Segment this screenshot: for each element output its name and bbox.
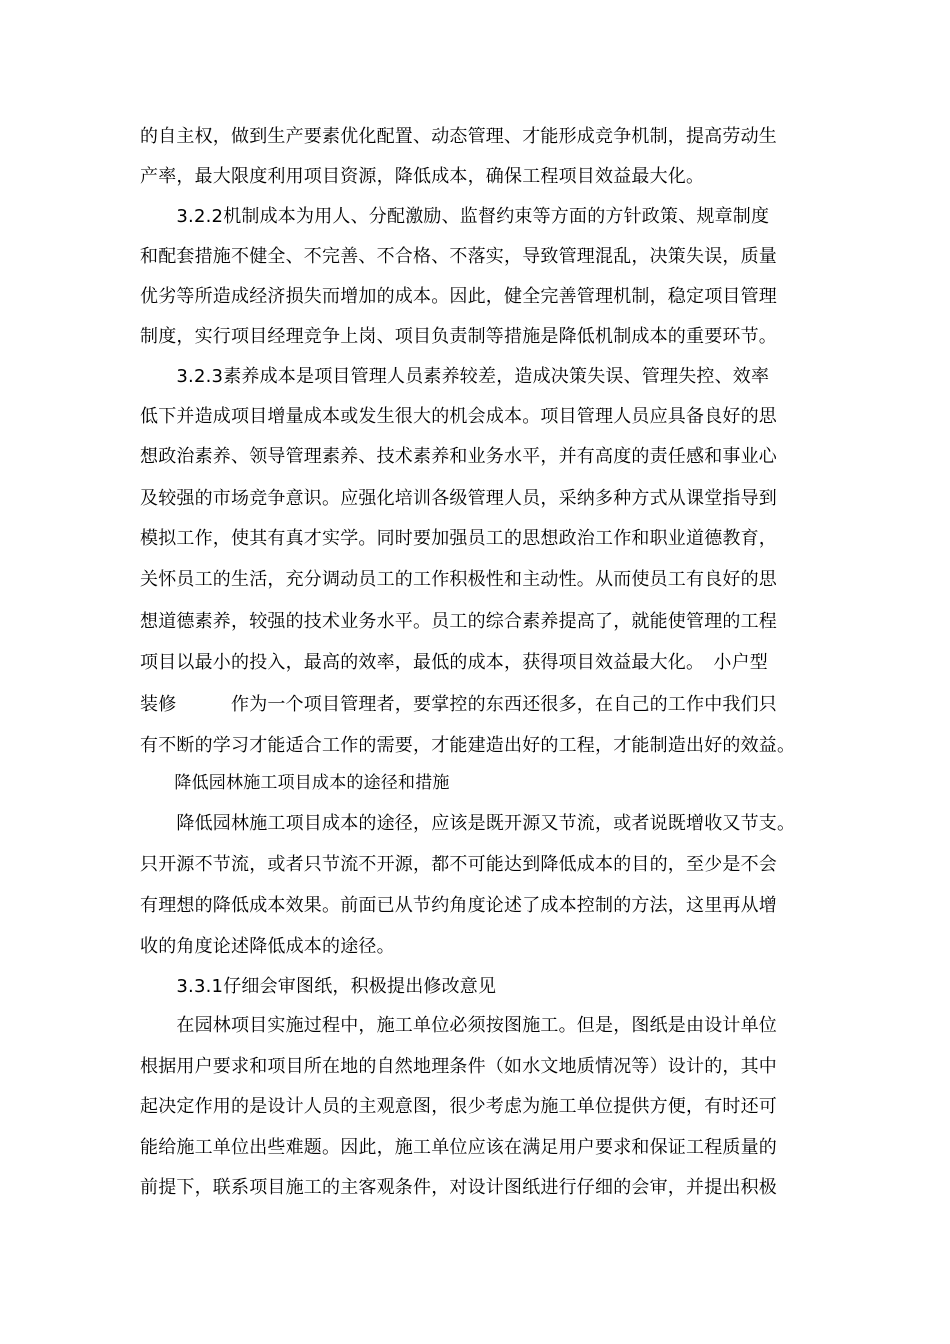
subsection-heading: 3.3.1仔细会审图纸，积极提出修改意见 bbox=[140, 976, 497, 997]
body-text-line: 优劣等所造成经济损失而增加的成本。因此，健全完善管理机制，稳定项目管理 bbox=[140, 286, 777, 307]
body-text-line: 想政治素养、领导管理素养、技术素养和业务水平，并有高度的责任感和事业心 bbox=[140, 446, 777, 467]
body-text-line: 根据用户要求和项目所在地的自然地理条件（如水文地质情况等）设计的，其中 bbox=[140, 1056, 777, 1077]
body-text-line: 能给施工单位出些难题。因此，施工单位应该在满足用户要求和保证工程质量的 bbox=[140, 1137, 777, 1158]
body-text-line: 制度，实行项目经理竞争上岗、项目负责制等措施是降低机制成本的重要环节。 bbox=[140, 326, 777, 347]
body-text-line: 项目以最小的投入，最高的效率，最低的成本，获得项目效益最大化。 小户型 bbox=[140, 652, 768, 673]
body-text-line: 起决定作用的是设计人员的主观意图，很少考虑为施工单位提供方便，有时还可 bbox=[140, 1096, 777, 1117]
body-text-line: 3.2.2机制成本为用人、分配激励、监督约束等方面的方针政策、规章制度 bbox=[140, 206, 770, 227]
body-text-line: 关怀员工的生活，充分调动员工的工作积极性和主动性。从而使员工有良好的思 bbox=[140, 569, 777, 590]
body-text-line: 3.2.3素养成本是项目管理人员素养较差，造成决策失误、管理失控、效率 bbox=[140, 366, 770, 387]
body-text-line: 装修 作为一个项目管理者，要掌控的东西还很多，在自己的工作中我们只 bbox=[140, 694, 777, 715]
body-text-line: 和配套措施不健全、不完善、不合格、不落实，导致管理混乱，决策失误，质量 bbox=[140, 246, 777, 267]
body-text-line: 有理想的降低成本效果。前面已从节约角度论述了成本控制的方法，这里再从增 bbox=[140, 895, 777, 916]
body-text-line: 及较强的市场竞争意识。应强化培训各级管理人员，采纳多种方式从课堂指导到 bbox=[140, 488, 777, 509]
body-text-line: 想道德素养，较强的技术业务水平。员工的综合素养提高了，就能使管理的工程 bbox=[140, 611, 777, 632]
body-text-line: 有不断的学习才能适合工作的需要，才能建造出好的工程，才能制造出好的效益。 bbox=[140, 735, 796, 756]
body-text-line: 只开源不节流，或者只节流不开源，都不可能达到降低成本的目的，至少是不会 bbox=[140, 854, 777, 875]
body-text-line: 在园林项目实施过程中，施工单位必须按图施工。但是，图纸是由设计单位 bbox=[140, 1015, 777, 1036]
body-text-line: 前提下，联系项目施工的主客观条件，对设计图纸进行仔细的会审，并提出积极 bbox=[140, 1177, 777, 1198]
body-text-line: 模拟工作，使其有真才实学。同时要加强员工的思想政治工作和职业道德教育， bbox=[140, 528, 777, 549]
body-text-line: 产率，最大限度利用项目资源，降低成本，确保工程项目效益最大化。 bbox=[140, 166, 705, 187]
body-text-line: 收的角度论述降低成本的途径。 bbox=[140, 936, 395, 957]
body-text-line: 低下并造成项目增量成本或发生很大的机会成本。项目管理人员应具备良好的思 bbox=[140, 406, 777, 427]
body-text-line: 降低园林施工项目成本的途径，应该是既开源又节流，或者说既增收又节支。 bbox=[140, 813, 796, 834]
section-heading: 降低园林施工项目成本的途径和措施 bbox=[140, 773, 450, 793]
body-text-line: 的自主权，做到生产要素优化配置、动态管理、才能形成竞争机制，提高劳动生 bbox=[140, 126, 777, 147]
